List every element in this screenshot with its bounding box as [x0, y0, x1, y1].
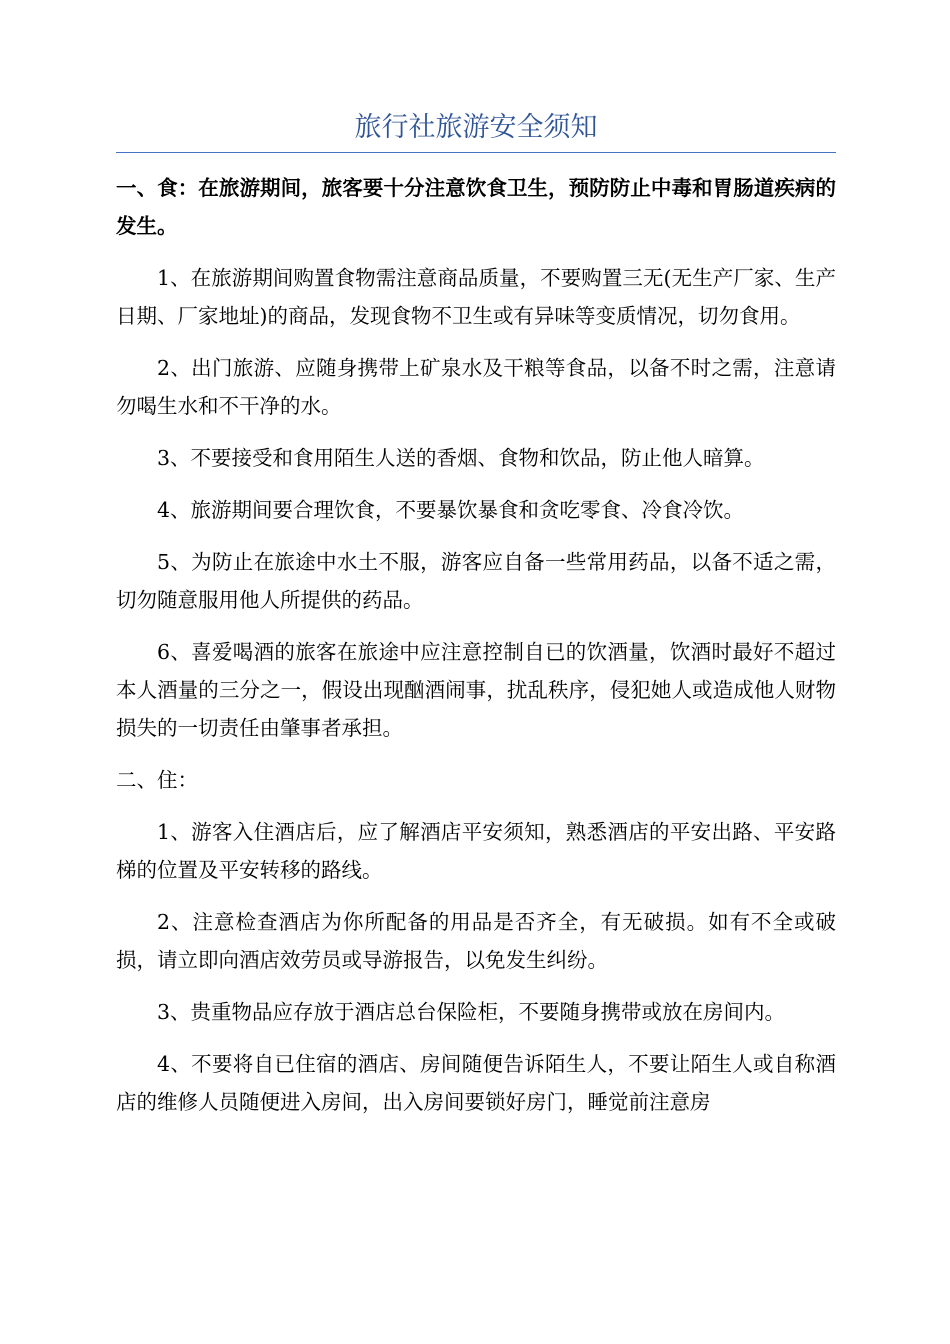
paragraph-lodging-2: 2、注意检查酒店为你所配备的用品是否齐全，有无破损。如有不全或破损，请立即向酒店效劳员或导游报告，以免发生纠纷。	[116, 910, 836, 972]
document-page	[116, 108, 836, 1135]
section-heading-lodging: 二、住：	[116, 768, 198, 792]
paragraph-food-6: 6、喜爱喝酒的旅客在旅途中应注意控制自已的饮酒量，饮酒时最好不超过本人酒量的三分之一，假设出现酗酒闹事，扰乱秩序，侵犯她人或造成他人财物损失的一切责任由肇事者承担。	[116, 640, 836, 740]
paragraph-food-5: 5、为防止在旅途中水土不服，游客应自备一些常用药品，以备不适之需，切勿随意服用他人所提供的药品。	[116, 550, 836, 612]
section-heading-food: 一、食：在旅游期间，旅客要十分注意饮食卫生，预防防止中毒和胃肠道疾病的发生。	[116, 176, 836, 238]
paragraph-lodging-4: 4、不要将自已住宿的酒店、房间随便告诉陌生人，不要让陌生人或自称酒店的维修人员随便进入房间，出入房间要锁好房门，睡觉前注意房	[116, 1052, 836, 1114]
paragraph-lodging-3: 3、贵重物品应存放于酒店总台保险柜，不要随身携带或放在房间内。	[157, 1000, 786, 1024]
document-title: 旅行社旅游安全须知	[116, 108, 836, 153]
paragraph-food-4: 4、旅游期间要合理饮食，不要暴饮暴食和贪吃零食、冷食冷饮。	[157, 498, 745, 522]
paragraph-lodging-1: 1、游客入住酒店后，应了解酒店平安须知，熟悉酒店的平安出路、平安路梯的位置及平安转移的路线。	[116, 820, 836, 882]
paragraph-food-3: 3、不要接受和食用陌生人送的香烟、食物和饮品，防止他人暗算。	[157, 446, 765, 470]
paragraph-food-1: 1、在旅游期间购置食物需注意商品质量，不要购置三无(无生产厂家、生产日期、厂家地址)的商品，发现食物不卫生或有异味等变质情况，切勿食用。	[116, 266, 836, 328]
paragraph-food-2: 2、出门旅游、应随身携带上矿泉水及干粮等食品，以备不时之需，注意请勿喝生水和不干净的水。	[116, 356, 836, 418]
